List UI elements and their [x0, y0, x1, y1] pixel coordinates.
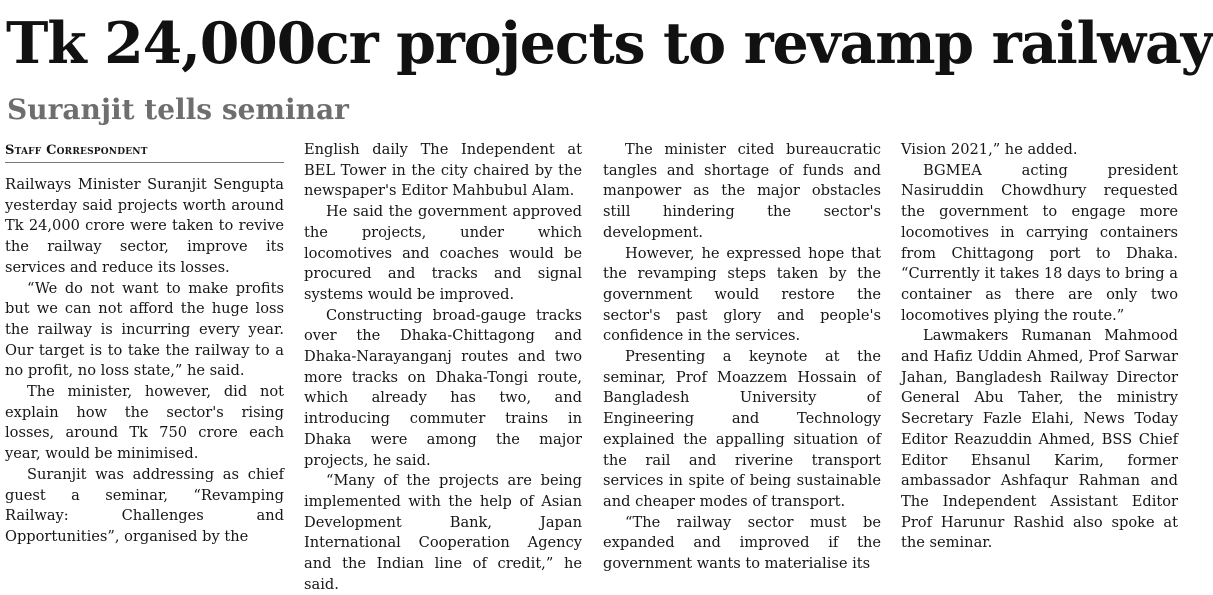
paragraph: Lawmakers Rumanan Mahmood and Hafiz Uddin Ahmed, Prof Sarwar Jahan, Bangladesh Railway Director General Abu Taher, the ministry Secretary Fazle Elahi, News Today Editor Reazuddin Ahmed, BSS Chief Editor Ehsanul Karim, former ambassador Ashfaqur Rahman and The Independent Assistant Editor Prof Harunur Rashid also spoke at the seminar.: [901, 327, 1178, 552]
paragraph: Vision 2021,” he added.: [901, 141, 1078, 158]
paragraph: Suranjit was addressing as chief guest a seminar, “Revamping Railway: Challenges and Opportunities”, organised by the: [5, 465, 284, 545]
paragraph: Railways Minister Suranjit Sengupta yesterday said projects worth around Tk 24,000 crore were taken to revive the railway sector, improve its services and reduce its losses.: [5, 176, 284, 276]
paragraph: However, he expressed hope that the revamping steps taken by the government would restore the sector's past glory and people's confidence in the services.: [603, 244, 881, 345]
paragraph: “Many of the projects are being implemented with the help of Asian Development Bank, Japan International Cooperation Agency and the Indian line of credit,” he said.: [304, 472, 582, 593]
article-column-3: [603, 140, 881, 573]
paragraph: The minister, however, did not explain how the sector's rising losses, around Tk 750 crore each year, would be minimised.: [5, 383, 284, 463]
paragraph: Constructing broad-gauge tracks over the Dhaka-Chittagong and Dhaka-Narayanganj routes and two more tracks on Dhaka-Tongi route, which already has two, and introducing commuter trains in Dhaka were among the major projects, he said.: [304, 306, 582, 469]
paragraph: “We do not want to make profits but we can not afford the huge loss the railway is incurring every year. Our target is to take the railway to a no profit, no loss state,” he said.: [5, 279, 284, 380]
paragraph: Presenting a keynote at the seminar, Prof Moazzem Hossain of Bangladesh University of Engineering and Technology explained the appalling situation of the rail and riverine transport services in spite of being sustainable and cheaper modes of transport.: [603, 348, 881, 510]
paragraph: BGMEA acting president Nasiruddin Chowdhury requested the government to engage more locomotives in carrying containers from Chittagong port to Dhaka. “Currently it takes 18 days to bring a container as there are only two locomotives plying the route.”: [901, 161, 1178, 324]
byline: Staff Correspondent: [5, 143, 284, 163]
paragraph: The minister cited bureaucratic tangles and shortage of funds and manpower as the major obstacles still hindering the sector's development.: [603, 141, 881, 241]
paragraph: “The railway sector must be expanded and improved if the government wants to materialise its: [603, 513, 881, 573]
headline: Tk 24,000cr projects to revamp railway: [6, 10, 1213, 77]
article-column-1: [5, 143, 284, 563]
article-column-2: [304, 140, 582, 593]
article-column-4: [901, 140, 1178, 560]
paragraph: He said the government approved the projects, under which locomotives and coaches would be procured and tracks and signal systems would be improved.: [304, 203, 582, 303]
subheadline: Suranjit tells seminar: [7, 93, 349, 126]
paragraph: English daily The Independent at BEL Tower in the city chaired by the newspaper's Editor Mahbubul Alam.: [304, 141, 582, 200]
